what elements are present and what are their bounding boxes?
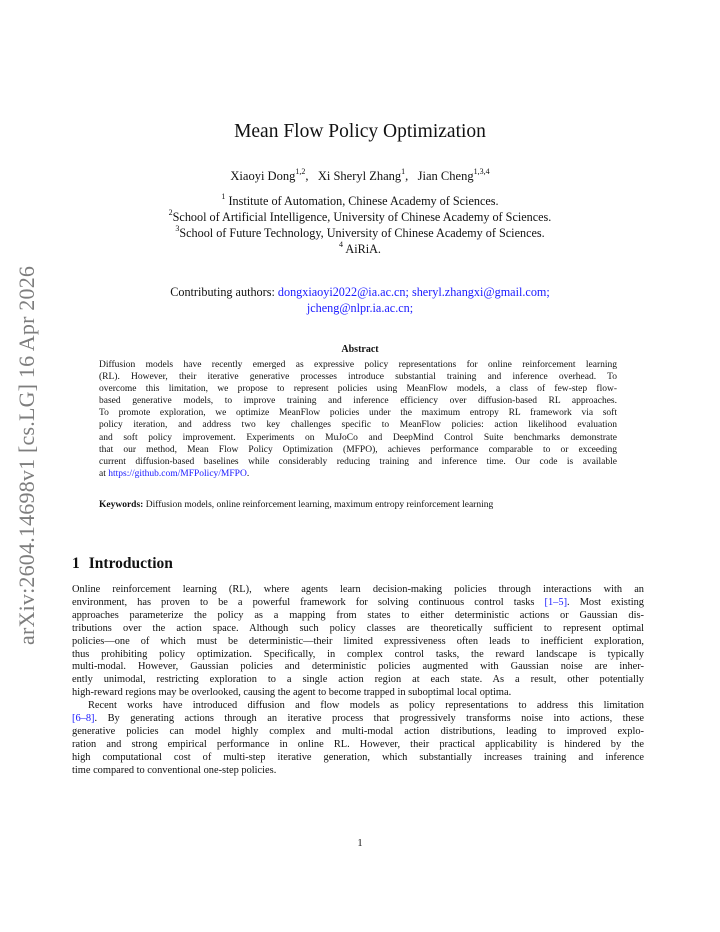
body-text: multi-modal. However, Gaussian policies and deterministic policies augmented with Gaussian noise are inher- — [72, 661, 644, 673]
body-text: . By generating actions through an iterative process that progressively transforms noise into actions, these — [94, 713, 644, 725]
abstract-text: . — [246, 468, 250, 479]
abstract-body — [99, 359, 617, 480]
body-text: approaches parameterize the policy as a mapping from states to either deterministic actions or Gaussian dis- — [72, 609, 644, 621]
abstract-heading: Abstract — [341, 344, 379, 355]
abstract-line: To promote exploration, we optimize MeanFlow policies under the maximum entropy RL framework via soft — [99, 408, 617, 419]
section-heading — [72, 555, 173, 573]
keywords-label: Keywords: — [99, 500, 144, 510]
body-text: policies—one of which must be deterministic—their limited expressiveness often leads to inefficient exploration, — [72, 635, 644, 647]
affil-marker: 2 — [168, 208, 173, 217]
body-line — [72, 700, 644, 713]
body-line — [72, 674, 644, 687]
body-text: time compared to conventional one-step policies. — [72, 764, 277, 776]
citation-link[interactable]: [1–5] — [544, 596, 568, 608]
email-link[interactable]: jcheng@nlpr.ia.ac.cn; — [306, 301, 414, 315]
body-line — [72, 584, 644, 597]
affil-marker: 4 — [339, 240, 344, 249]
body-text: thus prohibiting policy optimization. Specifically, in complex control tasks, the reward landscape is typically — [72, 648, 644, 660]
email-link[interactable]: dongxiaoyi2022@ia.ac.cn; — [277, 285, 409, 299]
author-name: Xi Sheryl Zhang — [317, 169, 402, 184]
body-text: tributions over the action space. Although such policy classes are theoretically sufficient to represent optimal — [72, 622, 644, 634]
body-line — [72, 726, 644, 739]
email-link[interactable]: sheryl.zhangxi@gmail.com; — [411, 285, 550, 299]
author-list: Xiaoyi Dong$^{1,2}$, Xi Sheryl Zhang$^1$, Jian Cheng$^{1,3,4}$ — [230, 167, 490, 184]
body-text: Recent works have introduced diffusion and flow models as policy representations to address this limitation — [88, 700, 644, 712]
affil-marker: 1 — [221, 192, 226, 201]
body-line — [72, 623, 644, 636]
body-line — [72, 765, 644, 778]
body-line — [72, 597, 644, 610]
body-text: Online reinforcement learning (RL), where agents learn decision-making policies through interactions with an — [72, 584, 644, 595]
affil-text: AiRiA. — [343, 242, 381, 257]
citation-link[interactable]: [6–8] — [72, 713, 95, 725]
body-line — [72, 752, 644, 765]
affil-marker: 3 — [175, 224, 180, 233]
affiliation — [0, 209, 720, 225]
body-text: environment, has proven to be a powerful framework for solving continuous control tasks — [72, 596, 545, 608]
affiliation — [0, 193, 720, 209]
paper-title: Mean Flow Policy Optimization — [234, 121, 486, 142]
section-number: 1 — [72, 555, 80, 572]
arxiv-identifier: arXiv:2604.14698v1 [cs.LG] 16 Apr 2026 — [14, 265, 39, 645]
abstract-line: (RL). However, their iterative generative processes introduce substantial training and inference overhead. To — [99, 372, 617, 383]
abstract-line: and soft policy improvement. Experiments on MuJoCo and DeepMind Control Suite benchmarks demonstrate — [99, 432, 617, 443]
author-affil-marker: 1,3,4 — [473, 167, 490, 176]
abstract-line: that our method, Mean Flow Policy Optimization (MFPO), achieves performance comparable to or exceeding — [99, 444, 617, 455]
body-line — [72, 649, 644, 662]
contributing-authors — [0, 285, 720, 300]
affil-text: School of Future Technology, University of Chinese Academy of Sciences. — [179, 226, 545, 241]
body-text: high computational cost of multi-step iterative generation, which substantially increases training and inference — [72, 751, 644, 763]
body-text: ration and strong empirical performance in online RL. However, their practical applicability is hindered by the — [72, 738, 644, 750]
abstract-line: Diffusion models have recently emerged as expressive policy representations for online reinforcement learning — [99, 360, 617, 370]
body-text: high-reward regions may be overlooked, causing the agent to become trapped in suboptimal local optima. — [72, 687, 512, 699]
author-name: Xiaoyi Dong — [230, 169, 296, 184]
affil-text: Institute of Automation, Chinese Academy of Sciences. — [225, 194, 499, 209]
body-line — [72, 739, 644, 752]
body-line — [72, 687, 644, 700]
author-affil-marker: 1 — [401, 167, 406, 176]
abstract-line: based generative models, to improve training and inference efficiency over diffusion-based RL approaches. — [99, 396, 617, 407]
affiliation — [0, 241, 720, 257]
body-line — [72, 636, 644, 649]
body-line — [72, 610, 644, 623]
abstract-line: policy iteration, and address two key challenges specific to MeanFlow policies: action likelihood evaluation — [99, 420, 617, 431]
affiliation — [0, 225, 720, 241]
author-affil-marker: 1,2 — [295, 167, 306, 176]
contrib-label: Contributing authors: — [170, 285, 278, 299]
intro-body — [72, 584, 644, 778]
abstract-text: at — [99, 468, 109, 479]
author-name: Jian Cheng — [417, 169, 474, 184]
body-line — [72, 661, 644, 674]
affil-text: School of Artificial Intelligence, University of Chinese Academy of Sciences. — [172, 210, 552, 225]
page-number: 1 — [357, 838, 363, 849]
body-line — [72, 713, 644, 726]
keywords — [99, 500, 619, 510]
body-text: . Most existing — [567, 596, 645, 608]
body-text: generative policies can model highly complex and multi-modal action distributions, leading to improved explo- — [72, 725, 644, 737]
code-link[interactable]: https://github.com/MFPolicy/MFPO — [108, 468, 247, 479]
abstract-line: current diffusion-based baselines while considerably reducing training and inference time. Our code is available — [99, 456, 617, 467]
abstract-line — [99, 468, 617, 480]
section-title: Introduction — [88, 555, 173, 572]
body-text: ently unimodal, restricting exploration to a single action region at each state. As a result, other potentially — [72, 674, 644, 686]
keywords-text: Diffusion models, online reinforcement learning, maximum entropy reinforcement learning — [143, 500, 494, 510]
abstract-line: overcome this limitation, we propose to represent policies using MeanFlow models, a class of few-step flow- — [99, 384, 617, 395]
contributing-authors-cont — [0, 301, 720, 316]
